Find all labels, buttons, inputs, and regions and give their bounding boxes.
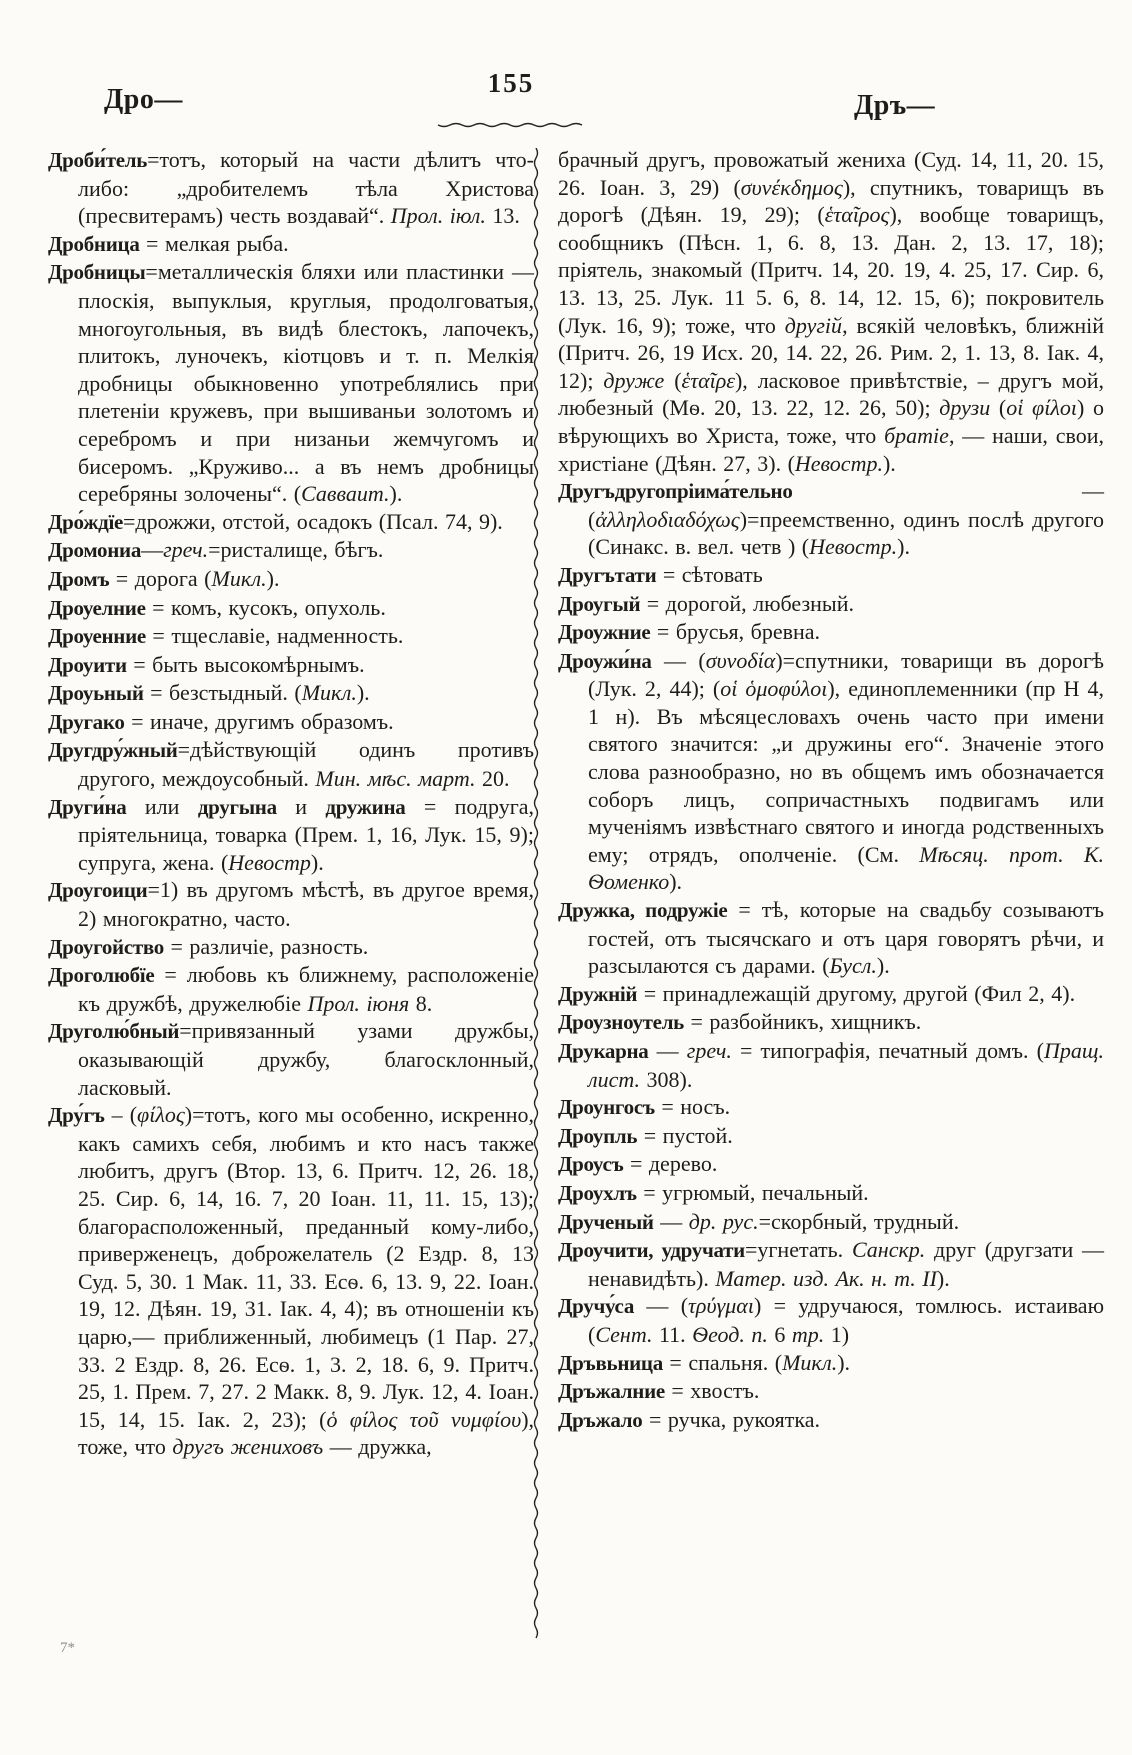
text-run: = иначе, другимъ образомъ. bbox=[124, 708, 394, 734]
text-run: 11. bbox=[652, 1321, 693, 1347]
text-run: = быть высокомѣрнымъ. bbox=[126, 651, 365, 677]
headword: Дроугый bbox=[558, 591, 641, 616]
dictionary-entry bbox=[48, 736, 534, 792]
dictionary-entry bbox=[558, 1208, 1104, 1237]
text-run: ). bbox=[669, 869, 683, 895]
text-run: — bbox=[648, 1038, 687, 1063]
headword: Дроуелние bbox=[48, 595, 146, 620]
text-run: ). bbox=[266, 565, 280, 591]
headword: Дручу́са bbox=[558, 1294, 635, 1319]
text-run: ). bbox=[310, 849, 324, 875]
dictionary-entry bbox=[48, 146, 534, 230]
dictionary-entry bbox=[558, 1406, 1104, 1435]
text-run: Микл. bbox=[782, 1349, 838, 1375]
dictionary-entry bbox=[48, 230, 534, 259]
text-run: )=спутники, товарищи въ дорогѣ (Лук. 2, 44); ( bbox=[588, 647, 1104, 702]
text-run: ( bbox=[990, 395, 1007, 421]
headword: Дробницы bbox=[48, 260, 146, 285]
text-run: 8. bbox=[409, 990, 433, 1016]
greek-text: οἱ ὁμοφύλοι bbox=[720, 676, 828, 702]
headword: Дроуити bbox=[48, 652, 127, 677]
dictionary-entry bbox=[558, 647, 1104, 896]
greek-text: ἑταῖρε bbox=[681, 367, 735, 393]
dictionary-entry bbox=[558, 980, 1104, 1009]
dictionary-entry bbox=[558, 1122, 1104, 1151]
text-run: ). bbox=[897, 534, 910, 560]
text-run: Сент. bbox=[595, 1321, 653, 1347]
greek-text: ἑταῖρος bbox=[824, 202, 890, 228]
text-run: = подруга, пріятельница, товарка (Прем. 1, 16, Лук. 15, 9); супруга, жена. ( bbox=[78, 793, 534, 875]
text-run: ), спутникъ, товарищъ въ дорогѣ (Дѣян. 19, 29); ( bbox=[558, 174, 1104, 228]
text-run: Микл. bbox=[301, 680, 357, 706]
text-run: Санскр. bbox=[851, 1237, 926, 1263]
text-run: = дорогой, любезный. bbox=[640, 590, 854, 616]
text-run: греч. bbox=[163, 537, 209, 563]
headword: Дроугоици bbox=[48, 878, 148, 903]
text-run: др. рус. bbox=[688, 1208, 759, 1234]
text-run: ), ласковое привѣтствіе, – другъ мой, любезный (Мѳ. 20, 13. 22, 12. 26, 50); bbox=[558, 367, 1104, 421]
text-run: ), вообще товарищъ, сообщникъ (Пѣсн. 1, 6. 8, 13. Дан. 2, 13. 17, 18); пріятель, знакомый (Притч. 14, 20. 19, 4. 25, 17. Сир. 6, 13. 13, 25. Лук. 11 5. 6, 8. 14, 12. 15, 6); покровитель (Лук. 16, 9); тоже, что bbox=[558, 202, 1104, 338]
text-run: Бусл. bbox=[829, 953, 877, 979]
greek-text: φίλος bbox=[137, 1102, 185, 1128]
text-run: Невостр. bbox=[794, 450, 883, 476]
text-run: =угнетать. bbox=[744, 1237, 852, 1263]
headword: Дро́ждїе bbox=[48, 509, 124, 534]
text-run: 1) bbox=[824, 1321, 850, 1347]
text-run: =металлическія бляхи или пластинки — плоскія, выпуклыя, круглыя, продолговатыя, многоугольныя, въ видѣ блестокъ, лапочекъ, плитокъ, луночекъ, кіотцовъ и т. п. Мелкія дробницы обыкновенно употреблялись при плетеніи кружевъ, при вышиваньи золотомъ и серебромъ и при низаньи жемчугомъ и бисеромъ. „Круживо... а въ немъ дробницы серебряны золочены“. ( bbox=[78, 259, 534, 507]
dictionary-entry bbox=[48, 679, 534, 708]
text-run: , всякій человѣкъ, ближній (Притч. 26, 19 Исх. 20, 14. 22, 26. Рим. 2, 1. 13, 8. Іак. 4, 12); bbox=[558, 312, 1104, 393]
text-run: )=тотъ, кого мы особенно, искренно, какъ самихъ себя, любимъ и кто насъ также любитъ, другъ (Втор. 13, 6. Притч. 12, 26. 18, 25. Сир. 6, 14, 16. 7, 20 Іоан. 11, 11. 15, 13); благорасположенный, преданный кому-либо, приверженецъ, доброжелатель (2 Ездр. 8, 13 Суд. 5, 30. 1 Мак. 11, 33. Есѳ. 6, 13. 9, 22. Іоан. 19, 12. Дѣян. 19, 31. Іак. 4, 4); въ отношеніи къ царю,— приближенный, любимецъ (1 Пар. 27, 33. 2 Ездр. 8, 26. Есѳ. 1, 3. 2, 18. 6, 9. Притч. 25, 1. Прем. 7, 27. 2 Макк. 8, 9. Лук. 12, 4. Іоан. 15, 14, 15. Іак. 2, 23); ( bbox=[78, 1102, 535, 1432]
headword: Другдру́жный bbox=[48, 738, 178, 763]
headword: Другако bbox=[48, 709, 125, 734]
text-run: 13. bbox=[485, 203, 520, 229]
headword: Другъдругопріима́тельно bbox=[558, 479, 793, 504]
dictionary-entry bbox=[48, 708, 534, 737]
text-run: ), единоплеменники (пр Н 4, 1 н). Въ мѣсяцесловахъ очень часто при имени святого значится: „и дружины его“. Значеніе этого слова разнообразно, но въ общемъ имъ обозначается соборъ лицъ, сопричастныхъ подвигамъ или мученіямъ извѣстнаго святого и иногда родственныхъ ему; отрядъ, ополченіе. (См. bbox=[588, 676, 1104, 867]
text-run: Ѳеод. п. bbox=[692, 1321, 768, 1347]
greek-text: οἱ φίλοι bbox=[1006, 395, 1077, 421]
headword: Дроужи́на bbox=[558, 648, 652, 673]
text-run: — дружка, bbox=[323, 1434, 432, 1460]
text-run: = сѣтовать bbox=[656, 561, 763, 587]
headword: Дроупль bbox=[558, 1123, 638, 1148]
text-run: = ручка, рукоятка. bbox=[642, 1406, 820, 1432]
headword: Дромъ bbox=[48, 566, 110, 591]
dictionary-entry bbox=[558, 1037, 1104, 1093]
text-run: Матер. изд. Ак. н. т. ІІ bbox=[715, 1265, 937, 1291]
text-run: =тотъ, который на части дѣлитъ что-либо: „дробителемъ тѣла Христова (пресвитерамъ) честь воздавай“. bbox=[78, 147, 534, 229]
dictionary-entry bbox=[558, 1150, 1104, 1179]
text-run: = тщеславіе, надменность. bbox=[145, 623, 404, 649]
headword: Дроуьный bbox=[48, 681, 144, 706]
headword: Дробница bbox=[48, 231, 140, 256]
dictionary-entry bbox=[48, 961, 534, 1017]
dictionary-entry bbox=[558, 1292, 1104, 1348]
text-run: = дерево. bbox=[623, 1151, 718, 1177]
column-header-right: Дръ— bbox=[854, 90, 936, 121]
text-run: = мелкая рыба. bbox=[139, 230, 289, 256]
text-run: ). bbox=[876, 953, 890, 979]
greek-text: συνοδία bbox=[705, 647, 776, 673]
text-run: = пустой. bbox=[637, 1122, 733, 1148]
dictionary-entry bbox=[48, 876, 534, 932]
headword: Дроужние bbox=[558, 620, 651, 645]
text-run: =скорбный, трудный. bbox=[758, 1208, 960, 1234]
text-run: — bbox=[653, 1208, 689, 1234]
headword: другына bbox=[197, 794, 277, 819]
headword: Дружній bbox=[558, 981, 638, 1006]
text-run: = хвостъ. bbox=[664, 1378, 760, 1404]
text-run: = разбойникъ, хищникъ. bbox=[684, 1009, 922, 1035]
page-number-wavy-underline bbox=[436, 120, 586, 130]
text-run: = принадлежащій другому, другой (Фил 2, 4). bbox=[637, 980, 1076, 1006]
text-run: другъ жениховъ bbox=[172, 1434, 324, 1460]
dictionary-entry bbox=[48, 536, 534, 565]
headword: Дръвьница bbox=[558, 1350, 663, 1375]
greek-text: ἀλληλοδιαδόχως bbox=[595, 506, 740, 532]
text-run: = брусья, бревна. bbox=[650, 619, 821, 645]
headword: Дружка, подружіе bbox=[558, 898, 728, 923]
headword: Дръжало bbox=[558, 1407, 643, 1432]
right-column bbox=[558, 146, 1104, 1434]
headword: Дроголюбїе bbox=[48, 963, 155, 988]
text-run: = угрюмый, печальный. bbox=[636, 1179, 869, 1205]
text-run: = носъ. bbox=[654, 1094, 731, 1120]
text-run: друже bbox=[603, 367, 665, 393]
text-run: = тѣ, которые на свадьбу созываютъ гостей, отъ тысячскаго и отъ царя говорятъ рѣчи, и разсылаются съ дарами. ( bbox=[588, 897, 1104, 979]
headword: Други́на bbox=[48, 794, 127, 819]
column-header-left: Дро— bbox=[104, 84, 183, 115]
dictionary-entry bbox=[558, 1008, 1104, 1037]
text-run: Мѣсяц. прот. К. Ѳоменко bbox=[588, 841, 1105, 895]
headword: Дроузноутель bbox=[558, 1010, 684, 1035]
text-run: =привязанный узами дружбы, оказывающій дружбу, благосклонный, ласковый. bbox=[78, 1018, 534, 1100]
text-run: Прол. іюл. bbox=[390, 203, 486, 229]
headword: Дроучити, удручати bbox=[558, 1238, 745, 1263]
text-run: ) о вѣрующихъ во Христа, тоже, что bbox=[558, 395, 1105, 448]
text-run: )=преемственно, одинъ послѣ другого (Синакс. в. вел. четв ) ( bbox=[588, 506, 1104, 560]
dictionary-entry bbox=[558, 477, 1104, 561]
left-column bbox=[48, 146, 534, 1461]
dictionary-entry bbox=[558, 561, 1104, 590]
signature-mark: 7* bbox=[60, 1640, 75, 1656]
dictionary-entry bbox=[48, 793, 534, 877]
text-run: =дрожжи, отстой, осадокъ (Псал. 74, 9). bbox=[123, 508, 503, 534]
text-run: Мин. мѣс. март. bbox=[315, 766, 476, 792]
text-run: 6 bbox=[767, 1321, 792, 1347]
dictionary-entry bbox=[558, 1236, 1104, 1292]
text-run: , — наши, свои, христіане (Дѣян. 27, 3). ( bbox=[558, 422, 1104, 476]
text-run: = типографія, печатный домъ. ( bbox=[731, 1038, 1044, 1063]
headword: Друголю́бный bbox=[48, 1019, 180, 1044]
dictionary-entry bbox=[48, 651, 534, 680]
dictionary-entry bbox=[558, 590, 1104, 619]
dictionary-entry bbox=[48, 258, 534, 507]
dictionary-entry bbox=[48, 508, 534, 537]
dictionary-entry bbox=[48, 622, 534, 651]
dictionary-entry bbox=[48, 594, 534, 623]
text-run: =1) въ другомъ мѣстѣ, въ другое время, 2) многократно, часто. bbox=[78, 877, 534, 932]
dictionary-entry bbox=[558, 1093, 1104, 1122]
text-run: =ристалище, бѣгъ. bbox=[208, 537, 384, 563]
text-run: — ( bbox=[651, 647, 706, 673]
text-run: = безстыдный. ( bbox=[143, 680, 302, 706]
text-run: — bbox=[141, 537, 164, 563]
text-run: ). bbox=[882, 450, 896, 476]
dictionary-entry bbox=[558, 146, 1104, 477]
dictionary-entry bbox=[558, 1349, 1104, 1378]
headword: Дроусъ bbox=[558, 1152, 624, 1177]
text-run: 308). bbox=[640, 1066, 693, 1092]
dictionary-entry bbox=[48, 565, 534, 594]
text-run: = спальня. ( bbox=[662, 1349, 783, 1375]
text-run: 20. bbox=[475, 766, 510, 792]
headword: Дръжалние bbox=[558, 1379, 665, 1404]
dictionary-entry bbox=[558, 618, 1104, 647]
text-run: братіе bbox=[884, 422, 949, 448]
headword: Дроунгосъ bbox=[558, 1095, 655, 1120]
text-run: друг (другзати — ненавидѣть). bbox=[588, 1237, 1105, 1291]
text-run: = дорога ( bbox=[109, 565, 212, 591]
text-run: друзи bbox=[939, 395, 991, 421]
text-run: Прол. іюня bbox=[307, 990, 410, 1016]
text-run: ) = удручаюся, томлюсь. истаиваю ( bbox=[588, 1293, 1105, 1347]
headword: дружина bbox=[325, 794, 406, 819]
greek-text: συνέκδημος bbox=[740, 174, 843, 200]
headword: Дроугойство bbox=[48, 934, 164, 959]
headword: Друченый bbox=[558, 1209, 654, 1234]
text-run: Пращ. лист. bbox=[588, 1038, 1104, 1092]
dictionary-entry bbox=[558, 1179, 1104, 1208]
text-run: ). bbox=[837, 1349, 851, 1375]
headword: Другътати bbox=[558, 562, 657, 587]
headword: Дроуенние bbox=[48, 624, 146, 649]
text-run: брачный другъ, провожатый жениха (Суд. 14, 11, 20. 15, 26. Іоан. 3, 29) ( bbox=[558, 147, 1104, 200]
page-number: 155 bbox=[487, 68, 535, 98]
text-run: = комъ, кусокъ, опухоль. bbox=[145, 594, 386, 620]
text-run: греч. bbox=[686, 1038, 732, 1063]
dictionary-entry bbox=[48, 1101, 534, 1461]
text-run: ). bbox=[389, 481, 403, 507]
text-run: ), тоже, что bbox=[78, 1406, 535, 1460]
headword: Друкарна bbox=[558, 1039, 649, 1063]
dictionary-entry bbox=[558, 1377, 1104, 1406]
headword: Дроухлъ bbox=[558, 1180, 637, 1205]
text-run: =дѣйствующій одинъ противъ другого, междоусобный. bbox=[78, 737, 534, 792]
text-run: Савваит. bbox=[301, 481, 390, 507]
headword: Дроби́тель bbox=[48, 148, 148, 172]
dictionary-entry bbox=[48, 933, 534, 962]
text-run: или bbox=[126, 793, 198, 819]
text-run: Невостр. bbox=[809, 534, 898, 560]
headword: Дру́гъ bbox=[48, 1103, 105, 1128]
text-run: Микл. bbox=[211, 565, 267, 591]
text-run: Невостр bbox=[228, 849, 311, 875]
text-run: и bbox=[276, 793, 326, 819]
text-run: тр. bbox=[791, 1321, 825, 1347]
text-run: ). bbox=[936, 1265, 950, 1291]
text-run: — ( bbox=[634, 1293, 689, 1319]
text-run: – ( bbox=[104, 1102, 138, 1128]
text-run: — ( bbox=[588, 478, 1104, 532]
greek-text: τρύγμαι bbox=[688, 1293, 754, 1319]
text-run: = любовь къ ближнему, расположеніе къ дружбѣ, дружелюбіе bbox=[78, 962, 534, 1016]
headword: Дромониа bbox=[48, 538, 142, 563]
text-run: ). bbox=[356, 680, 370, 706]
dictionary-entry bbox=[48, 1017, 534, 1101]
text-run: другій bbox=[784, 312, 843, 338]
text-run: = различіе, разность. bbox=[163, 933, 369, 959]
dictionary-entry bbox=[558, 896, 1104, 980]
column-divider-wavy-rule bbox=[531, 148, 541, 1643]
text-run: ( bbox=[664, 367, 682, 393]
greek-text: ὁ φίλος τοῦ νυμφίου bbox=[326, 1406, 522, 1432]
